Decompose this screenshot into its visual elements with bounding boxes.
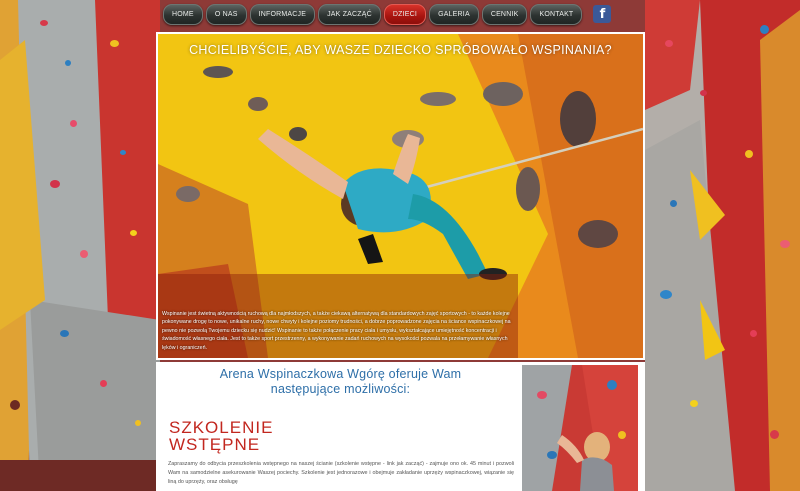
nav-item-o-nas[interactable]: O NAS bbox=[206, 4, 247, 25]
hero-title: CHCIELIBYŚCIE, ABY WASZE DZIECKO SPRÓBOWAŁO WSPINANIA? bbox=[189, 43, 612, 57]
hero-banner bbox=[156, 32, 645, 360]
nav-item-kontakt[interactable]: KONTAKT bbox=[530, 4, 582, 25]
offer-heading-line-1: Arena Wspinaczkowa Wgórę oferuje Wam bbox=[219, 367, 462, 381]
section-title-szkolenie-wstepne bbox=[169, 419, 273, 453]
section-title-line-2: WSTĘPNE bbox=[169, 435, 261, 454]
nav-item-informacje[interactable]: INFORMACJE bbox=[250, 4, 316, 25]
offer-heading bbox=[168, 367, 513, 397]
nav-item-galeria[interactable]: GALERIA bbox=[429, 4, 479, 25]
nav-item-cennik[interactable]: CENNIK bbox=[482, 4, 528, 25]
nav-item-home[interactable]: HOME bbox=[163, 4, 203, 25]
hero-description: Wspinanie jest świetną aktywnością ruchową dla najmłodszych, a także ciekawą alternatywą dla standardowych zajęć sportowych - to każde kolejne pokonywane drogę to nowe, unikalne ruchy, nowe chwyty i kolejne poziomy trudności, a dobrze poprowadzone zajęcia na ściance wspinaczkowej na pewno nie pozwolą Twojemu dziecku się nudzić! Wspinanie to także połączenie pracy ciała i umysłu, wykształcające umiejętność koncentracji i świadomość własnego ciała. Jest to także sport przestrzenny, a wykonywanie zadań ruchowych na wysokości pozwala na przełamywanie własnych lęków i ograniczeń. bbox=[162, 310, 511, 351]
facebook-icon[interactable]: f bbox=[593, 5, 611, 23]
nav-item-jak-zaczac[interactable]: JAK ZACZĄĆ bbox=[318, 4, 381, 25]
main-navigation bbox=[163, 3, 611, 25]
content-area bbox=[156, 362, 645, 491]
offer-heading-line-2: następujące możliwości: bbox=[270, 382, 411, 396]
side-photo-climbing-child bbox=[522, 365, 638, 491]
nav-item-dzieci[interactable]: DZIECI bbox=[384, 4, 426, 25]
section-description: Zapraszamy do odbycia przeszkolenia wstępnego na naszej ścianie (szkolenie wstępne - link jak zacząć) - zajmuje ono ok. 45 minut i pozwoli Wam na samodzielne asekurowanie Waszej pociechy. Szkolenie jest jednorazowe i obejmuje zakładanie uprzęży wspinaczkowej, wiązanie się liną do uprzęży, oraz obsługę bbox=[168, 461, 514, 485]
section-title-line-1: SZKOLENIE bbox=[169, 418, 274, 437]
